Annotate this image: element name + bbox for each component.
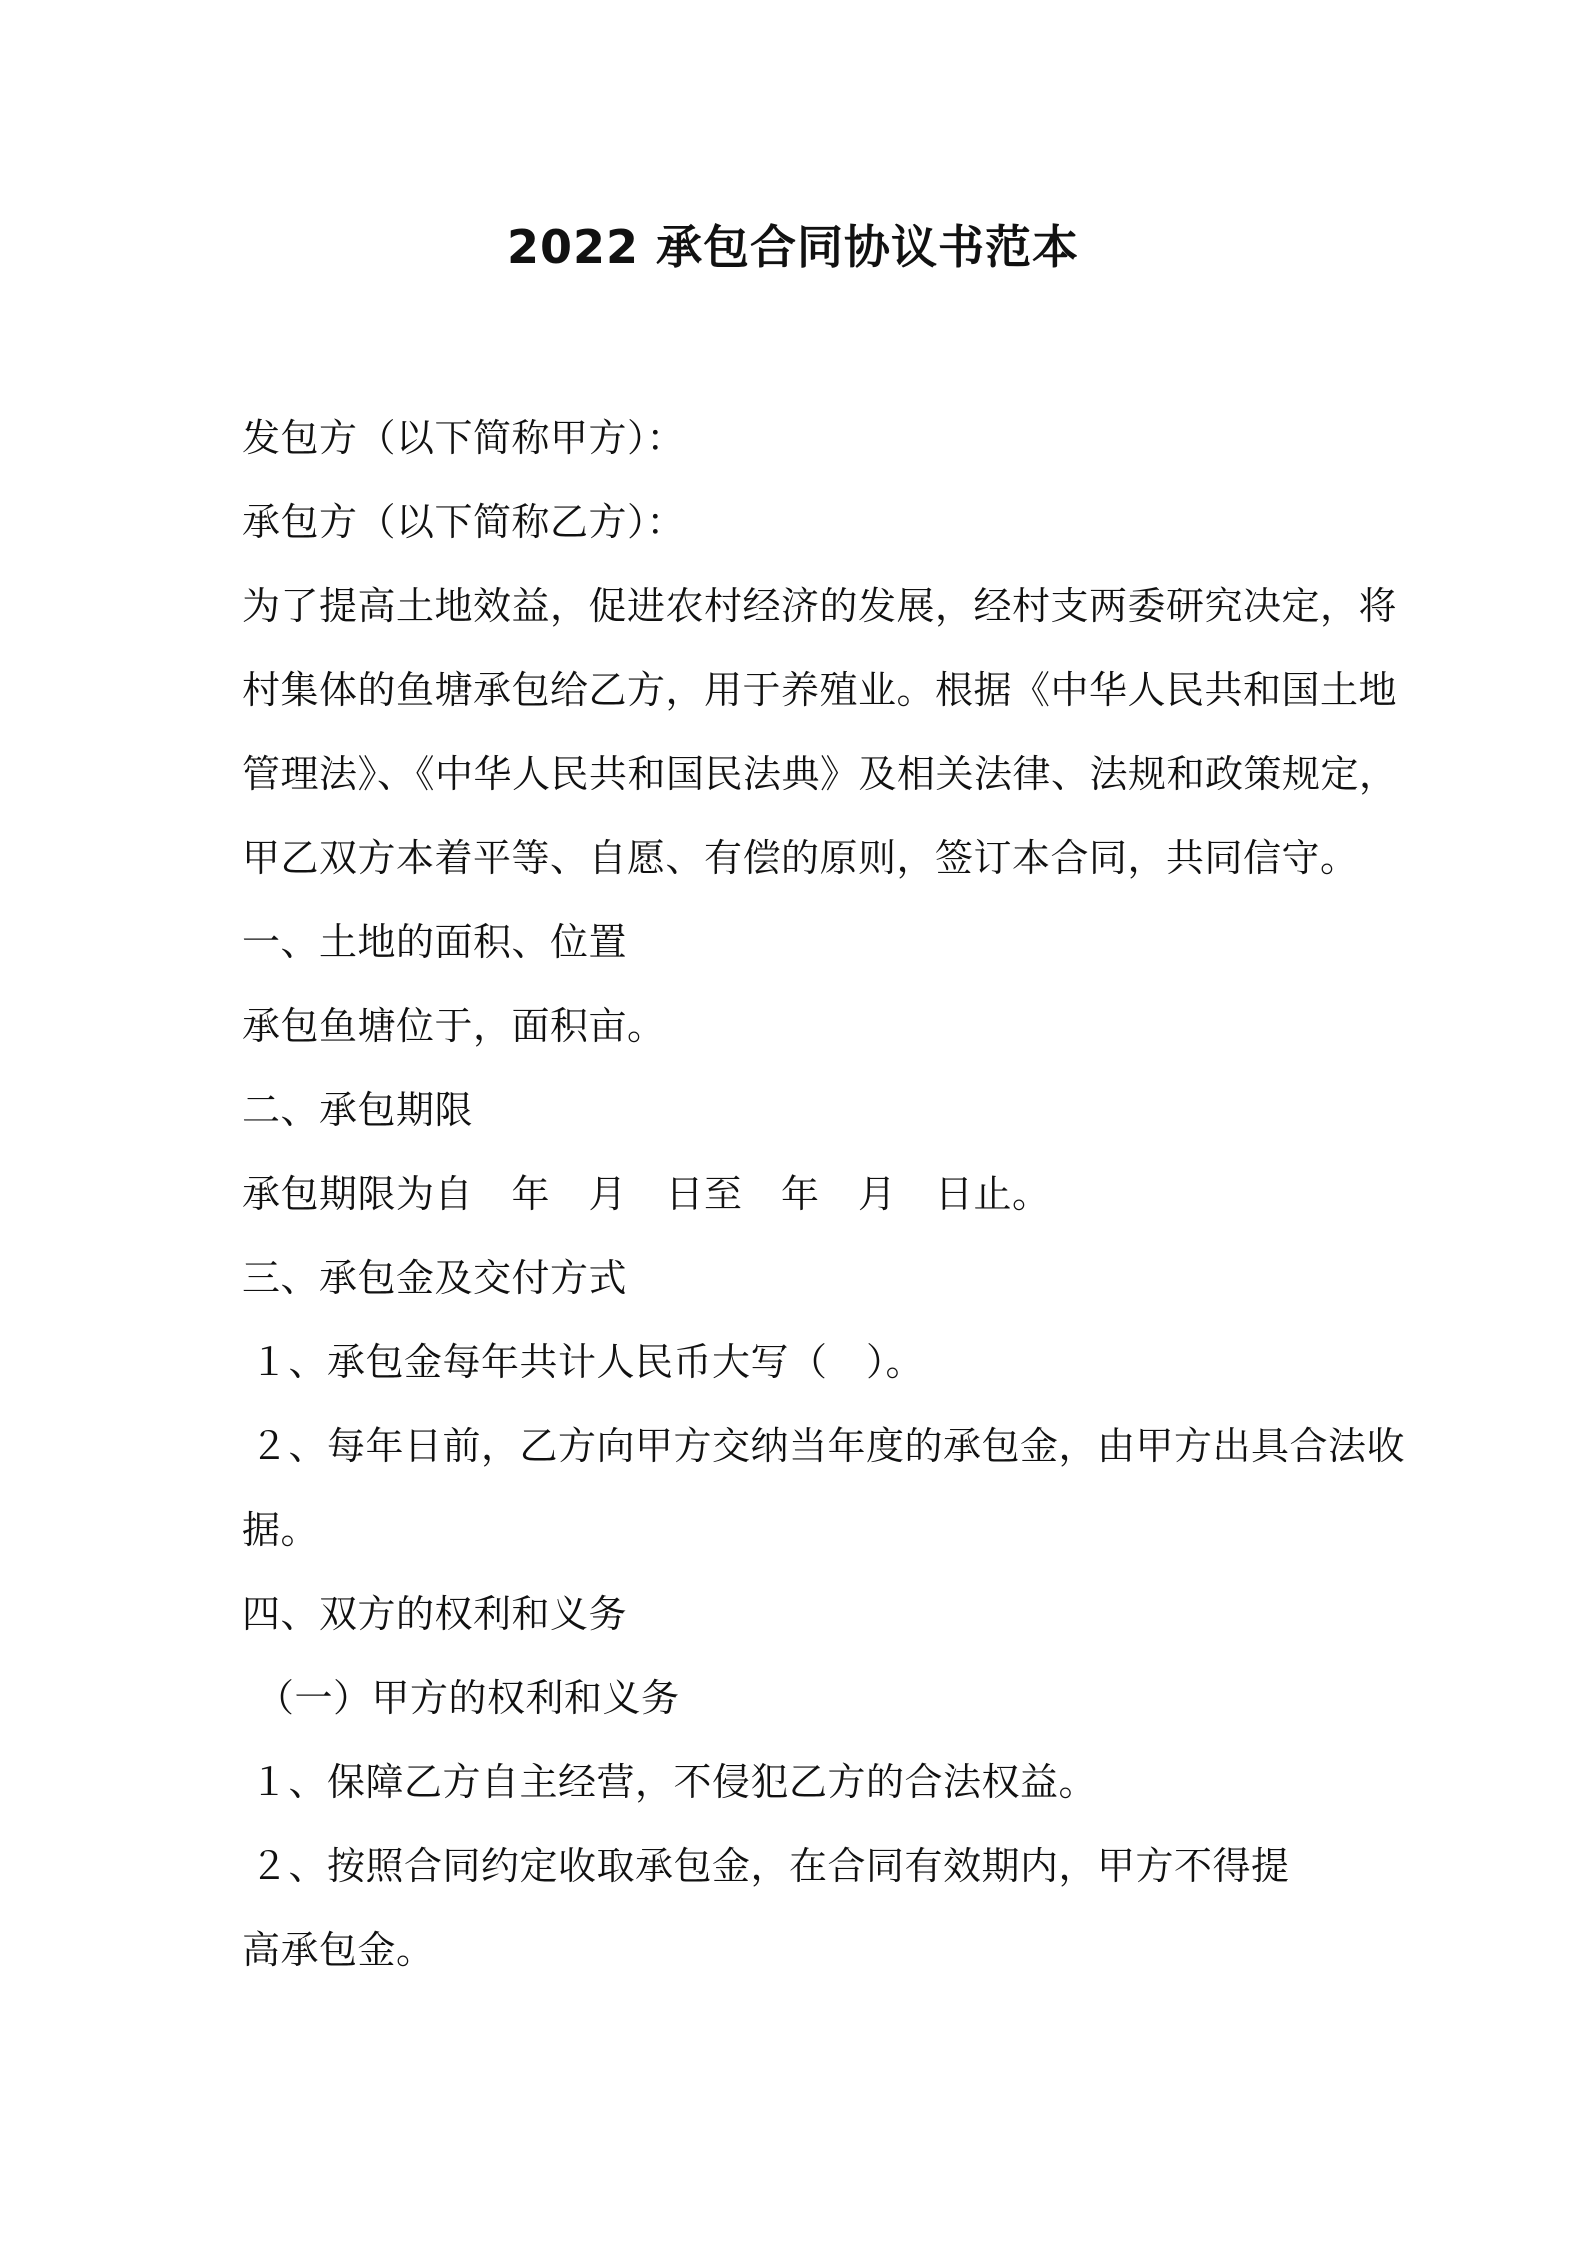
- subsection-a-item-1: １、保障乙方自主经营，不侵犯乙方的合法权益。: [250, 1760, 1098, 1804]
- section-heading-3: 三、承包金及交付方式: [242, 1256, 628, 1300]
- party-b-line: 承包方（以下简称乙方）：: [242, 500, 686, 544]
- section-3-item-2-cont: 据。: [242, 1508, 320, 1552]
- preamble-line-4: 甲乙双方本着平等、自愿、有偿的原则，签订本合同，共同信守。: [242, 836, 1359, 880]
- subsection-heading-a: （一）甲方的权利和义务: [256, 1676, 680, 1720]
- preamble-line-2: 村集体的鱼塘承包给乙方，用于养殖业。根据《中华人民共和国土地: [242, 668, 1398, 712]
- subsection-a-item-2-cont: 高承包金。: [242, 1928, 435, 1972]
- section-2-body: 承包期限为自 年 月 日至 年 月 日止。: [242, 1172, 1051, 1216]
- section-1-body: 承包鱼塘位于，面积亩。: [242, 1004, 666, 1048]
- section-heading-2: 二、承包期限: [242, 1088, 474, 1132]
- section-3-item-2: ２、每年日前，乙方向甲方交纳当年度的承包金，由甲方出具合法收: [250, 1424, 1406, 1468]
- subsection-a-item-2: ２、按照合同约定收取承包金，在合同有效期内，甲方不得提: [250, 1844, 1290, 1888]
- party-a-line: 发包方（以下简称甲方）：: [242, 416, 686, 460]
- preamble-line-3: 管理法》、《中华人民共和国民法典》及相关法律、法规和政策规定，: [242, 752, 1398, 796]
- document-title: 2022 承包合同协议书范本: [506, 220, 1080, 274]
- section-heading-4: 四、双方的权利和义务: [242, 1592, 628, 1636]
- preamble-line-1: 为了提高土地效益，促进农村经济的发展，经村支两委研究决定，将: [242, 584, 1398, 628]
- section-heading-1: 一、土地的面积、位置: [242, 920, 628, 964]
- section-3-item-1: １、承包金每年共计人民币大写（ ）。: [250, 1340, 925, 1384]
